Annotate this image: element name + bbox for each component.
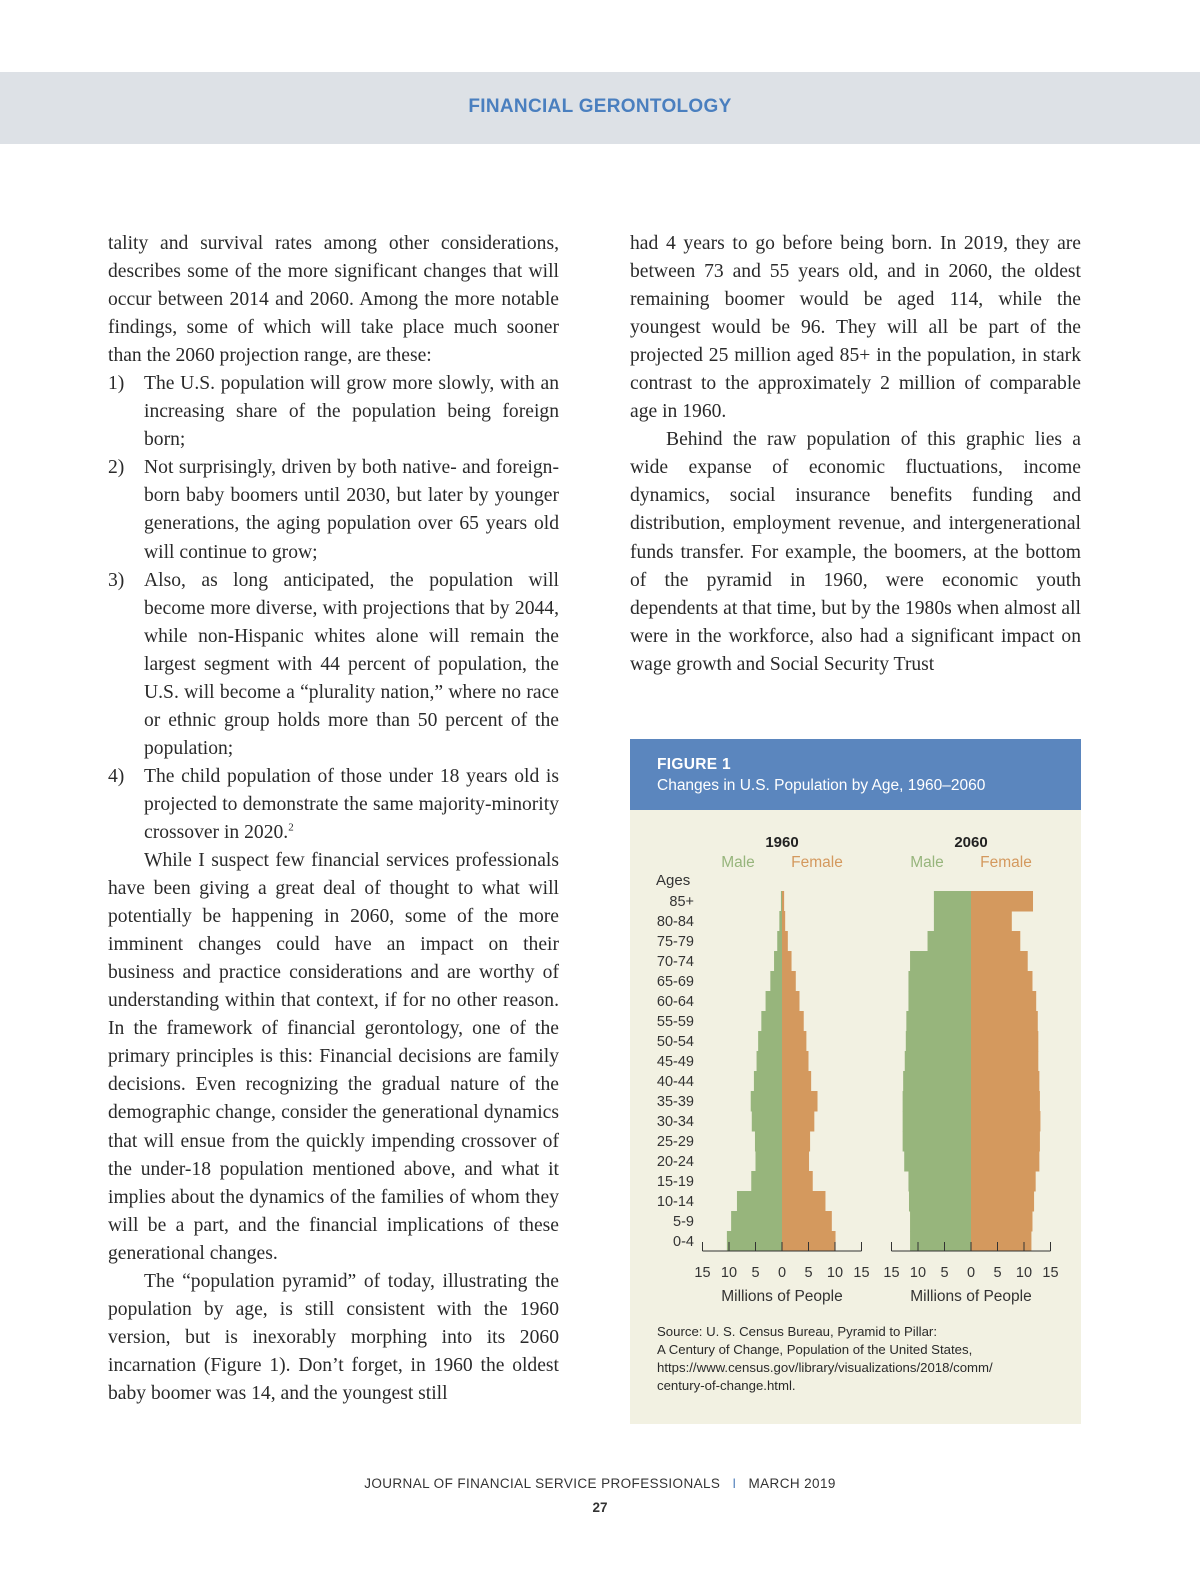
bar-female-2060: [971, 1211, 1032, 1232]
bar-male-2060: [909, 1191, 971, 1212]
legend-female-label: Female: [791, 854, 843, 871]
x-tick-label: 10: [909, 1265, 927, 1281]
bar-male-1960: [751, 1091, 782, 1112]
bar-male-1960: [758, 1031, 782, 1052]
list-text: The child population of those under 18 years old is projected to demonstrate the same majority-minority crossover in 2020.: [144, 765, 559, 843]
bar-female-1960: [782, 931, 788, 952]
list-text: Not surprisingly, driven by both native- and foreign-born baby boomers until 2030, but later by younger generations, the aging population over 65 years old will continue to grow;: [144, 457, 559, 563]
bar-female-2060: [971, 1131, 1040, 1152]
bar-female-2060: [971, 911, 1012, 932]
bar-female-2060: [971, 1231, 1031, 1252]
bar-male-1960: [755, 1131, 782, 1152]
bar-female-2060: [971, 1151, 1039, 1172]
age-tick-label: 0-4: [673, 1234, 694, 1250]
list-item: [108, 454, 559, 566]
list-number: 2): [108, 457, 125, 479]
bar-male-2060: [908, 1171, 971, 1192]
bar-male-1960: [779, 911, 782, 932]
bar-male-2060: [903, 1111, 971, 1132]
bar-male-1960: [770, 971, 782, 992]
panel-year-label: 2060: [954, 834, 988, 851]
age-tick-label: 45-49: [656, 1054, 694, 1070]
x-tick-label: 15: [694, 1265, 711, 1281]
bar-female-1960: [782, 991, 799, 1012]
x-tick-label: 0: [966, 1265, 976, 1281]
list-number: 4): [108, 765, 125, 787]
x-tick-label: 5: [940, 1265, 949, 1281]
bar-male-1960: [757, 1051, 782, 1072]
bar-male-2060: [906, 1011, 971, 1032]
footer-separator: I: [732, 1476, 737, 1491]
x-tick-label: 10: [720, 1265, 738, 1281]
list-number: 1): [108, 373, 125, 395]
age-tick-label: 20-24: [656, 1154, 694, 1170]
bar-female-1960: [782, 951, 792, 972]
age-tick-label: 30-34: [656, 1114, 694, 1130]
bar-female-2060: [971, 971, 1032, 992]
bar-male-2060: [904, 1151, 971, 1172]
bar-male-1960: [737, 1191, 782, 1212]
bar-female-1960: [782, 1011, 804, 1032]
bar-male-2060: [928, 931, 971, 952]
age-tick-label: 10-14: [656, 1194, 694, 1210]
source-line: century-of-change.html.: [657, 1378, 796, 1393]
bar-female-1960: [782, 1091, 818, 1112]
x-axis-title: Millions of People: [721, 1288, 843, 1305]
age-tick-label: 5-9: [673, 1214, 694, 1230]
source-link[interactable]: https://www.census.gov/library/visualizations/2018/comm/: [657, 1360, 993, 1375]
x-tick-label: 5: [751, 1265, 760, 1281]
bar-female-1960: [782, 1131, 810, 1152]
bar-male-1960: [777, 931, 782, 952]
bar-male-2060: [908, 971, 971, 992]
bar-female-1960: [782, 1211, 832, 1232]
age-tick-label: 35-39: [656, 1094, 694, 1110]
right-column: [630, 230, 1081, 679]
bar-female-1960: [782, 1151, 809, 1172]
bar-male-1960: [774, 951, 782, 972]
journal-name: JOURNAL OF FINANCIAL SERVICE PROFESSIONALS: [364, 1476, 721, 1491]
bar-male-1960: [756, 1151, 783, 1172]
age-tick-label: 40-44: [656, 1074, 694, 1090]
age-tick-label: 55-59: [656, 1014, 694, 1030]
x-tick-label: 15: [883, 1265, 900, 1281]
bar-male-2060: [903, 1131, 971, 1152]
age-tick-label: 75-79: [656, 934, 694, 950]
x-tick-label: 0: [777, 1265, 787, 1281]
intro-paragraph: tality and survival rates among other considerations, describes some of the more significant changes that will occur between 2014 and 2060. Among the more notable findings, some of which will take place much sooner than the 2060 projection range, are these:: [108, 233, 559, 367]
bar-female-2060: [971, 891, 1033, 912]
body-paragraph: The “population pyramid” of today, illustrating the population by age, is still consistent with the 1960 version, but is inexorably morphing into its 2060 incarnation (Figure 1). Don’t forget, in 1960 the oldest baby boomer was 14, and the youngest still: [108, 1270, 559, 1404]
list-text: The U.S. population will grow more slowly, with an increasing share of the population being foreign born;: [144, 373, 559, 451]
bar-male-1960: [727, 1231, 782, 1252]
panel-year-label: 1960: [765, 834, 799, 851]
bar-female-2060: [971, 1111, 1040, 1132]
bar-female-1960: [782, 1031, 806, 1052]
list-item: [108, 763, 559, 847]
x-tick-label: 5: [993, 1265, 1002, 1281]
bar-female-2060: [971, 1191, 1034, 1212]
x-tick-label: 10: [1015, 1265, 1033, 1281]
figure-caption: Changes in U.S. Population by Age, 1960–2060: [657, 777, 986, 794]
bar-male-1960: [766, 991, 782, 1012]
figure-header: [630, 739, 1081, 810]
age-axis-title: Ages: [656, 872, 691, 889]
bar-male-1960: [761, 1011, 782, 1032]
bar-female-2060: [971, 1031, 1038, 1052]
bar-male-2060: [934, 891, 971, 912]
bar-male-1960: [731, 1211, 782, 1232]
legend-female-label: Female: [980, 854, 1032, 871]
figure-label: FIGURE 1: [657, 756, 731, 773]
legend-male-label: Male: [721, 854, 755, 871]
age-tick-label: 25-29: [656, 1134, 694, 1150]
running-header-title: FINANCIAL GERONTOLOGY: [468, 96, 732, 117]
issue-date: MARCH 2019: [748, 1476, 836, 1491]
legend-male-label: Male: [910, 854, 944, 871]
age-tick-label: 70-74: [656, 954, 694, 970]
age-tick-label: 15-19: [656, 1174, 694, 1190]
body-paragraph: Behind the raw population of this graphic lies a wide expanse of economic fluctuations, income dynamics, social insurance benefits funding and distribution, employment revenue, and intergenerational funds transfer. For example, the boomers, at the bottom of the pyramid in 1960, were economic youth dependents at that time, but by the 1980s when almost all were in the workforce, also had a significant impact on wage growth and Social Security Trust: [630, 429, 1081, 675]
bar-female-1960: [782, 1191, 825, 1212]
figure-source: [657, 1323, 1067, 1395]
bar-male-2060: [910, 1211, 971, 1232]
page-footer: [0, 1476, 1200, 1491]
bar-male-2060: [903, 1071, 971, 1092]
bar-female-1960: [782, 1051, 809, 1072]
bar-male-2060: [903, 1091, 971, 1112]
bar-female-1960: [782, 1071, 811, 1092]
x-axis-title: Millions of People: [910, 1288, 1032, 1305]
bar-female-2060: [971, 991, 1036, 1012]
source-line: Source: U. S. Census Bureau, Pyramid to Pillar:: [657, 1324, 937, 1339]
page-number: 27: [592, 1500, 608, 1515]
x-tick-label: 10: [826, 1265, 844, 1281]
bar-male-2060: [910, 951, 971, 972]
body-paragraph: had 4 years to go before being born. In 2019, they are between 73 and 55 years old, and in 2060, the oldest remaining boomer would be aged 114, while the youngest would be 96. They will all be part of the projected 25 million aged 85+ in the population, in stark contrast to the approximately 2 million of comparable age in 1960.: [630, 233, 1081, 423]
age-tick-label: 65-69: [656, 974, 694, 990]
bar-male-2060: [910, 1231, 971, 1252]
list-item: [108, 567, 559, 763]
figure-1: [630, 739, 1081, 1424]
bar-male-1960: [751, 1171, 782, 1192]
source-line: A Century of Change, Population of the United States,: [657, 1342, 973, 1357]
bar-female-2060: [971, 1051, 1038, 1072]
left-column: [108, 230, 559, 1408]
bar-male-1960: [754, 1071, 782, 1092]
bar-female-2060: [971, 951, 1028, 972]
age-tick-label: 80-84: [656, 914, 694, 930]
bar-female-1960: [782, 911, 785, 932]
bar-female-1960: [782, 1171, 813, 1192]
bar-female-1960: [782, 1111, 814, 1132]
bar-male-1960: [781, 891, 782, 912]
bar-female-2060: [971, 1011, 1038, 1032]
bar-male-2060: [934, 911, 971, 932]
body-paragraph: While I suspect few financial services professionals have been giving a great deal of thought to what will potentially be happening in 2060, some of the more imminent changes could have an impact on their business and practice considerations and are worthy of understanding within that context, if for no other reason. In the framework of financial gerontology, one of the primary principles is this: Financial decisions are family decisions. Even recognizing the gradual nature of the demographic change, consider the generational dynamics that will ensue from the quickly impending crossover of the under-18 population mentioned above, and what it implies about the dynamics of the families of whom they will be a part, and the financial implications of these generational changes.: [108, 850, 559, 1264]
footnote-ref[interactable]: 2: [288, 821, 294, 834]
bar-female-1960: [782, 891, 784, 912]
x-tick-label: 15: [853, 1265, 870, 1281]
bar-female-2060: [971, 1091, 1040, 1112]
population-pyramid-chart: [630, 810, 1081, 1320]
age-tick-label: 85+: [669, 894, 694, 910]
x-tick-label: 5: [804, 1265, 813, 1281]
bar-female-2060: [971, 1071, 1039, 1092]
bar-male-1960: [752, 1111, 782, 1132]
bar-male-2060: [906, 1031, 971, 1052]
age-tick-label: 60-64: [656, 994, 694, 1010]
bar-female-2060: [971, 1171, 1036, 1192]
list-number: 3): [108, 569, 125, 591]
x-tick-label: 15: [1042, 1265, 1059, 1281]
list-item: [108, 370, 559, 454]
bar-female-2060: [971, 931, 1020, 952]
bar-female-1960: [782, 971, 796, 992]
age-tick-label: 50-54: [656, 1034, 694, 1050]
bar-male-2060: [905, 1051, 971, 1072]
list-text: Also, as long anticipated, the population will become more diverse, with projections that by 2044, while non-Hispanic whites alone will remain the largest segment with 44 percent of population, the U.S. will become a “plurality nation,” where no race or ethnic group holds more than 50 percent of the population;: [144, 569, 559, 759]
bar-male-2060: [908, 991, 971, 1012]
findings-list: [108, 370, 559, 847]
